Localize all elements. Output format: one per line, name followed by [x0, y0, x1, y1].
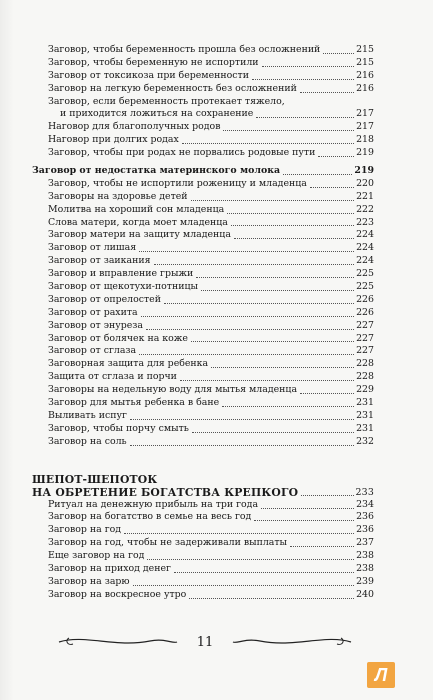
- leader-dots: [182, 142, 354, 144]
- toc-entry-title: Заговорная защита для ребенка: [48, 358, 209, 370]
- toc-entry-page: 217: [356, 108, 374, 120]
- toc-entry-page: 237: [356, 537, 374, 549]
- toc-entry: [32, 268, 374, 281]
- toc-entry-title: Заговор на богатство в семье на весь год: [48, 511, 252, 523]
- toc-entry: [32, 229, 374, 242]
- toc-entry-page: 236: [356, 524, 374, 536]
- toc-entry: [32, 410, 374, 423]
- leader-dots: [256, 116, 354, 118]
- leader-dots: [130, 444, 354, 446]
- toc-entry: [32, 358, 374, 371]
- leader-dots: [174, 571, 354, 573]
- toc-entry-page: 229: [356, 384, 374, 396]
- leader-dots: [283, 173, 352, 175]
- toc-entry: [32, 384, 374, 397]
- toc-entry: [32, 307, 374, 320]
- toc-entry-page: 232: [356, 435, 374, 447]
- toc-entry-page: 224: [356, 242, 374, 254]
- toc-entry-page: 222: [356, 203, 374, 215]
- leader-dots: [139, 353, 354, 355]
- toc-entry-title: Заговор от токсикоза при беременности: [48, 69, 249, 81]
- toc-entry-page: 234: [356, 498, 374, 510]
- leader-dots: [164, 302, 354, 304]
- leader-dots: [261, 507, 354, 509]
- toc-entry: [32, 70, 374, 83]
- toc-entry-title: Заговор от энуреза: [48, 319, 143, 331]
- toc-entry-title: Заговор от щекотухи-потницы: [48, 281, 198, 293]
- leader-dots: [180, 379, 354, 381]
- toc-entry-page: 226: [356, 306, 374, 318]
- toc-entry-title: Наговор для благополучных родов: [48, 121, 221, 133]
- publisher-logo-badge: Л: [367, 662, 395, 688]
- toc-entry: [32, 499, 374, 512]
- toc-entry-title: Заговор на соль: [48, 435, 127, 447]
- section-heading-text: НА ОБРЕТЕНИЕ БОГАТСТВА КРЕПКОГО: [32, 485, 299, 499]
- toc-entry: [32, 57, 374, 70]
- toc-entry-page: 228: [356, 371, 374, 383]
- table-of-contents: [32, 44, 374, 602]
- section-page-number: 233: [355, 486, 374, 498]
- toc-entry-page: 219: [356, 147, 374, 159]
- toc-entry-title: Заговор на зарю: [48, 575, 130, 587]
- toc-entry-page: 231: [356, 397, 374, 409]
- toc-entry: [32, 524, 374, 537]
- leader-dots: [189, 597, 354, 599]
- toc-group-children: [32, 165, 374, 449]
- toc-entry-page: 216: [356, 69, 374, 81]
- toc-entry-title: Заговор на приход денег: [48, 563, 171, 575]
- leader-dots: [290, 545, 354, 547]
- toc-entry-title: Ритуал на денежную прибыль на три года: [48, 498, 259, 510]
- leader-dots: [196, 276, 354, 278]
- toc-entry: [32, 147, 374, 160]
- leader-dots: [154, 263, 355, 265]
- leader-dots: [130, 418, 354, 420]
- toc-entry-page: 225: [356, 281, 374, 293]
- leader-dots: [141, 315, 354, 317]
- toc-entry: [32, 512, 374, 525]
- toc-entry: [32, 165, 374, 178]
- toc-entry-page: 215: [356, 43, 374, 55]
- toc-entry-title: Заговор от опрелостей: [48, 293, 161, 305]
- toc-entry-title: Заговор, чтобы не испортили роженицу и младенца: [48, 177, 307, 189]
- toc-entry-title: Заговор от лишая: [48, 242, 137, 254]
- toc-entry-title: Слова матери, когда моет младенца: [48, 216, 228, 228]
- toc-entry-page: 227: [356, 345, 374, 357]
- toc-entry-page: 217: [356, 121, 374, 133]
- toc-entry-title: Заговор, если беременность протекает тяжело,: [48, 95, 285, 107]
- leader-dots: [133, 584, 355, 586]
- toc-entry-title: Заговоры на здоровье детей: [48, 190, 188, 202]
- toc-entry: [32, 371, 374, 384]
- toc-entry: [32, 589, 374, 602]
- toc-entry: [32, 320, 374, 333]
- toc-entry-page: 221: [356, 190, 374, 202]
- toc-entry: [32, 563, 374, 576]
- toc-entry-title: Заговор от сглаза: [48, 345, 137, 357]
- toc-entry: [32, 134, 374, 147]
- toc-entry-title: Наговор при долгих родах: [48, 134, 179, 146]
- toc-entry-page: 231: [356, 409, 374, 421]
- leader-dots: [300, 392, 354, 394]
- toc-entry-title: Заговор на легкую беременность без осложнений: [48, 82, 297, 94]
- leader-dots: [318, 155, 354, 157]
- toc-entry-page: 228: [356, 358, 374, 370]
- toc-entry: [32, 217, 374, 230]
- toc-entry: [32, 537, 374, 550]
- leader-dots: [231, 224, 354, 226]
- toc-entry-page: 220: [356, 177, 374, 189]
- page-number: 11: [189, 635, 222, 650]
- toc-entry-page: 240: [356, 588, 374, 600]
- toc-entry-page: 236: [356, 511, 374, 523]
- toc-entry: [32, 436, 374, 449]
- toc-entry-title: Заговор от заикания: [48, 255, 151, 267]
- toc-entry: [32, 121, 374, 134]
- toc-entry-title: Заговор, чтобы при родах не порвались родовые пути: [48, 147, 316, 159]
- leader-dots: [191, 340, 354, 342]
- toc-entry-page: 238: [356, 550, 374, 562]
- toc-entry-title: Заговор на воскресное утро: [48, 588, 187, 600]
- toc-entry-page: 223: [356, 216, 374, 228]
- toc-entry-page: 227: [356, 332, 374, 344]
- leader-dots: [234, 237, 354, 239]
- toc-entry-page: 227: [356, 319, 374, 331]
- toc-entry: [32, 178, 374, 191]
- toc-entry: [32, 108, 374, 121]
- toc-entry: [32, 423, 374, 436]
- toc-entry: [32, 191, 374, 204]
- toc-entry-page: 224: [356, 229, 374, 241]
- toc-entry-title: Заговор от недостатка материнского молока: [32, 165, 281, 176]
- leader-dots: [223, 129, 354, 131]
- toc-entry-page: 219: [354, 165, 374, 176]
- toc-entry-page: 216: [356, 82, 374, 94]
- toc-entry-page: 225: [356, 268, 374, 280]
- toc-entry: [32, 550, 374, 563]
- toc-entry: [32, 96, 374, 109]
- leader-dots: [301, 495, 353, 496]
- leader-dots: [310, 186, 354, 188]
- leader-dots: [139, 250, 354, 252]
- toc-entry: [32, 345, 374, 358]
- toc-group-wealth: [32, 499, 374, 602]
- leader-dots: [191, 199, 355, 201]
- toc-entry-title: Заговор на год, чтобы не задерживали выплаты: [48, 537, 288, 549]
- toc-entry: [32, 397, 374, 410]
- leader-dots: [262, 65, 355, 67]
- toc-entry-page: 239: [356, 575, 374, 587]
- toc-entry: [32, 242, 374, 255]
- leader-dots: [254, 519, 354, 521]
- toc-entry-title: Защита от сглаза и порчи: [48, 371, 177, 383]
- toc-entry-page: 218: [356, 134, 374, 146]
- toc-entry-title: и приходится ложиться на сохранение: [60, 108, 254, 120]
- toc-entry-title: Заговор матери на защиту младенца: [48, 229, 231, 241]
- leader-dots: [252, 78, 354, 80]
- toc-entry: [32, 576, 374, 589]
- toc-entry-title: Заговоры на недельную воду для мытья младенца: [48, 384, 298, 396]
- toc-entry: [32, 83, 374, 96]
- toc-entry-title: Заговор для мытья ребенка в бане: [48, 397, 220, 409]
- toc-entry-title: Заговор от болячек на коже: [48, 332, 188, 344]
- leader-dots: [192, 431, 354, 433]
- toc-entry: [32, 281, 374, 294]
- leader-dots: [323, 52, 354, 54]
- toc-entry-title: Заговор и вправление грыжи: [48, 268, 194, 280]
- toc-entry-title: Выливать испуг: [48, 409, 127, 421]
- toc-entry-page: 231: [356, 422, 374, 434]
- leader-dots: [147, 558, 354, 560]
- page-footer: [55, 630, 355, 654]
- toc-entry-title: Молитва на хороший сон младенца: [48, 203, 225, 215]
- toc-group-pregnancy: [32, 44, 374, 160]
- toc-entry-page: 215: [356, 56, 374, 68]
- leader-dots: [222, 405, 354, 407]
- toc-entry-title: Еще заговор на год: [48, 550, 145, 562]
- toc-entry-page: 226: [356, 293, 374, 305]
- toc-entry-title: Заговор, чтобы беременную не испортили: [48, 56, 259, 68]
- section-heading-line2: [32, 486, 374, 499]
- leader-dots: [227, 212, 354, 214]
- toc-entry-title: Заговор от рахита: [48, 306, 138, 318]
- leader-dots: [211, 366, 354, 368]
- toc-entry: [32, 333, 374, 346]
- leader-dots: [146, 328, 354, 330]
- toc-entry-title: Заговор, чтобы порчу смыть: [48, 422, 189, 434]
- toc-entry: [32, 44, 374, 57]
- leader-dots: [124, 532, 354, 534]
- leader-dots: [300, 91, 354, 93]
- toc-entry-page: 238: [356, 563, 374, 575]
- toc-entry: [32, 255, 374, 268]
- toc-entry-title: Заговор, чтобы беременность прошла без осложнений: [48, 43, 321, 55]
- toc-entry-page: 224: [356, 255, 374, 267]
- toc-entry: [32, 294, 374, 307]
- leader-dots: [201, 289, 354, 291]
- section-heading-line1: ШЕПОТ-ШЕПОТОК: [32, 472, 158, 486]
- toc-entry-title: Заговор на год: [48, 524, 122, 536]
- toc-entry: [32, 204, 374, 217]
